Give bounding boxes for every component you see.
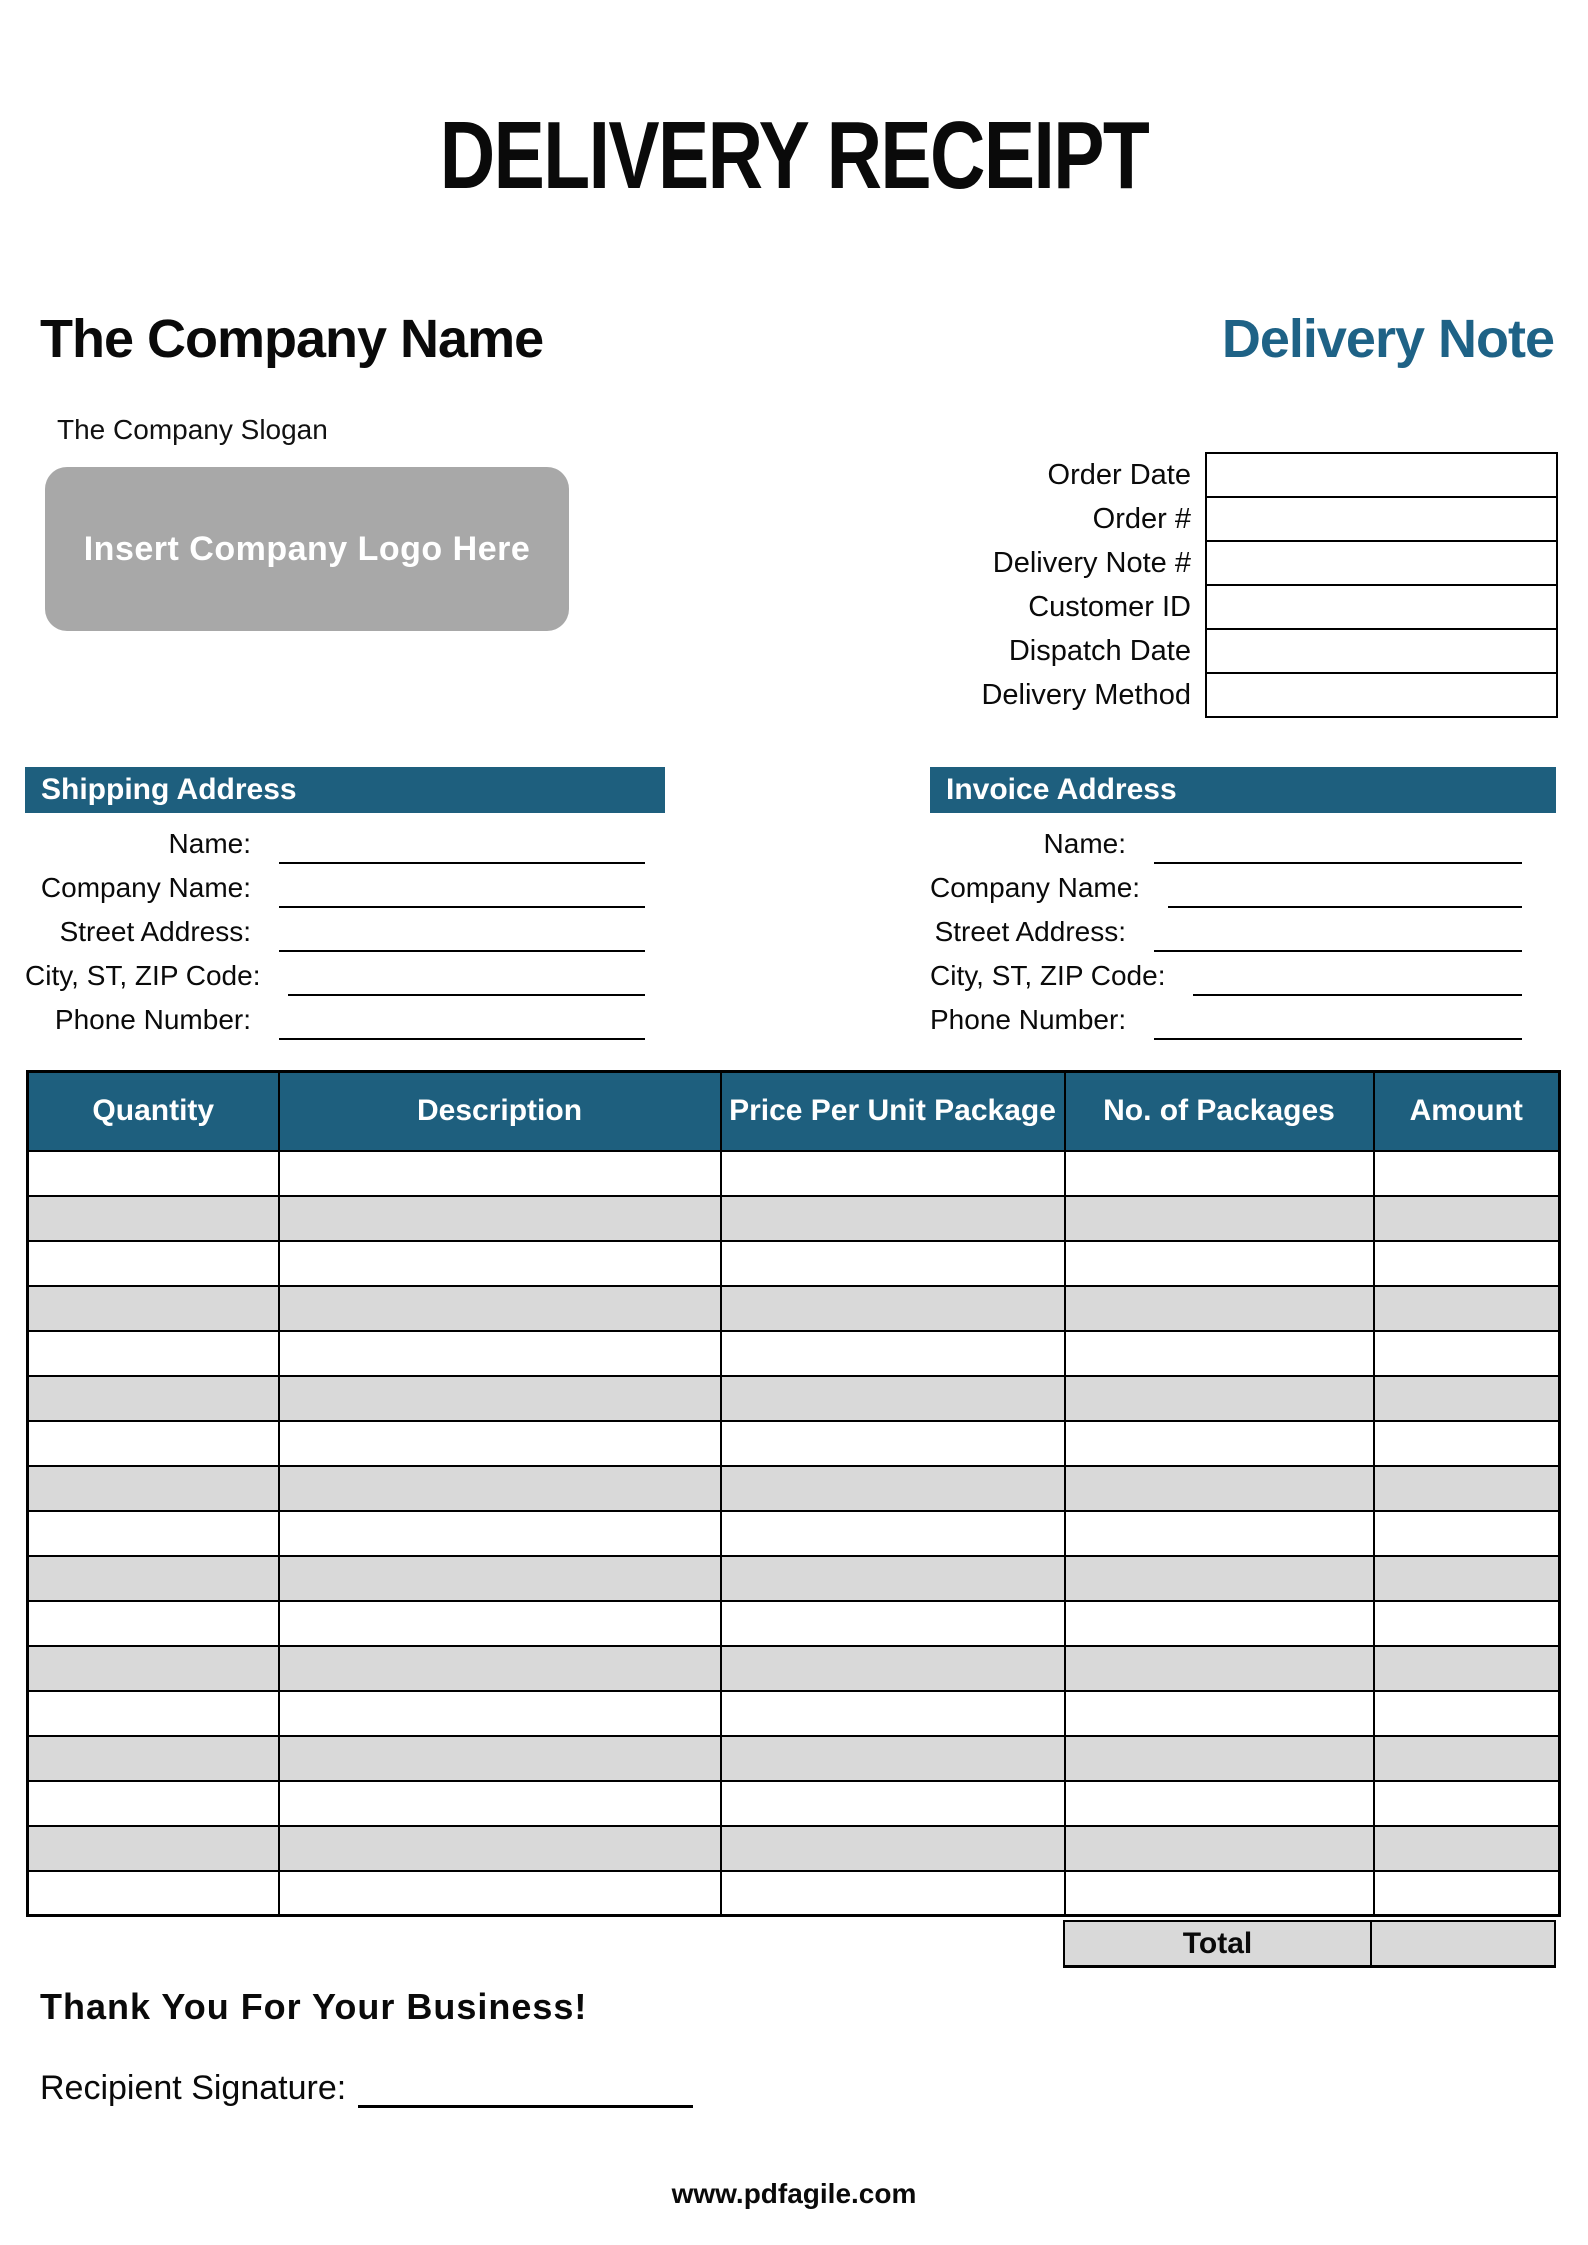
order-field-label: Customer ID (1028, 591, 1191, 623)
item-cell[interactable] (721, 1241, 1065, 1286)
item-cell[interactable] (1065, 1511, 1374, 1556)
items-body (28, 1151, 1560, 1916)
recipient-signature-row (40, 2068, 693, 2108)
item-cell[interactable] (28, 1646, 279, 1691)
item-cell[interactable] (1065, 1556, 1374, 1601)
item-cell[interactable] (28, 1826, 279, 1871)
item-cell[interactable] (279, 1826, 721, 1871)
thank-you-message: Thank You For Your Business! (40, 1986, 588, 2027)
shipping-address-field-label: Street Address: (59, 916, 251, 947)
order-field-row (850, 496, 1558, 542)
item-cell[interactable] (721, 1556, 1065, 1601)
invoice-address-field-row (930, 820, 1556, 864)
column-header: No. of Packages (1065, 1072, 1374, 1151)
item-cell[interactable] (1374, 1646, 1560, 1691)
item-cell[interactable] (721, 1646, 1065, 1691)
invoice-address-field-label: Phone Number: (930, 1004, 1127, 1035)
order-info (850, 452, 1558, 718)
total-amount-cell[interactable] (1370, 1920, 1556, 1968)
item-cell[interactable] (1374, 1826, 1560, 1871)
company-name: The Company Name (40, 309, 544, 369)
shipping-address-rows (25, 820, 665, 1040)
item-cell[interactable] (721, 1331, 1065, 1376)
invoice-address-field-row (930, 996, 1556, 1040)
item-cell[interactable] (1065, 1376, 1374, 1421)
invoice-address-field-input[interactable] (1168, 872, 1522, 908)
item-cell[interactable] (279, 1151, 721, 1196)
item-cell[interactable] (279, 1556, 721, 1601)
invoice-address-field-row (930, 864, 1556, 908)
item-cell[interactable] (1065, 1781, 1374, 1826)
item-cell[interactable] (279, 1196, 721, 1241)
company-logo-placeholder[interactable] (45, 467, 569, 631)
order-field-input[interactable] (1205, 540, 1558, 586)
column-header: Quantity (28, 1072, 279, 1151)
table-row (28, 1781, 1560, 1826)
item-cell[interactable] (28, 1511, 279, 1556)
table-row (28, 1511, 1560, 1556)
column-header: Description (279, 1072, 721, 1151)
table-row (28, 1241, 1560, 1286)
recipient-signature-line[interactable] (358, 2070, 693, 2108)
shipping-address-field-input[interactable] (279, 828, 645, 864)
recipient-signature-label: Recipient Signature: (40, 2069, 347, 2107)
item-cell[interactable] (28, 1601, 279, 1646)
order-field-row (850, 628, 1558, 674)
item-cell[interactable] (1065, 1196, 1374, 1241)
invoice-address-header: Invoice Address (930, 767, 1556, 813)
order-field-label: Delivery Note # (992, 547, 1191, 579)
order-field-row (850, 452, 1558, 498)
table-row (28, 1736, 1560, 1781)
item-cell[interactable] (28, 1466, 279, 1511)
item-cell[interactable] (279, 1601, 721, 1646)
invoice-address-section (930, 767, 1556, 1040)
item-cell[interactable] (721, 1466, 1065, 1511)
total-row (1063, 1920, 1556, 1968)
item-cell[interactable] (1065, 1601, 1374, 1646)
item-cell[interactable] (1065, 1646, 1374, 1691)
invoice-address-field-label: Street Address: (934, 916, 1126, 947)
item-cell[interactable] (28, 1241, 279, 1286)
shipping-address-header: Shipping Address (25, 767, 665, 813)
table-row (28, 1601, 1560, 1646)
invoice-address-field-row (930, 908, 1556, 952)
order-field-row (850, 672, 1558, 718)
order-field-row (850, 540, 1558, 586)
items-header-row (28, 1072, 1560, 1151)
item-cell[interactable] (1065, 1466, 1374, 1511)
item-cell[interactable] (279, 1781, 721, 1826)
table-row (28, 1196, 1560, 1241)
shipping-address-field-label: Company Name: (40, 872, 251, 903)
column-header: Price Per Unit Package (721, 1072, 1065, 1151)
item-cell[interactable] (28, 1421, 279, 1466)
order-field-label: Order # (1092, 503, 1191, 535)
item-cell[interactable] (279, 1871, 721, 1916)
item-cell[interactable] (1374, 1376, 1560, 1421)
item-cell[interactable] (1065, 1286, 1374, 1331)
table-row (28, 1376, 1560, 1421)
item-cell[interactable] (1065, 1151, 1374, 1196)
item-cell[interactable] (721, 1871, 1065, 1916)
invoice-address-field-input[interactable] (1193, 960, 1522, 996)
table-row (28, 1691, 1560, 1736)
item-cell[interactable] (279, 1241, 721, 1286)
item-cell[interactable] (721, 1826, 1065, 1871)
item-cell[interactable] (1374, 1511, 1560, 1556)
invoice-address-field-label: City, ST, ZIP Code: (930, 960, 1166, 991)
order-field-row (850, 584, 1558, 630)
item-cell[interactable] (1374, 1601, 1560, 1646)
item-cell[interactable] (279, 1376, 721, 1421)
invoice-address-field-label: Company Name: (930, 872, 1141, 903)
order-field-input[interactable] (1205, 672, 1558, 718)
table-row (28, 1646, 1560, 1691)
item-cell[interactable] (28, 1736, 279, 1781)
item-cell[interactable] (1065, 1241, 1374, 1286)
item-cell[interactable] (279, 1421, 721, 1466)
item-cell[interactable] (28, 1781, 279, 1826)
item-cell[interactable] (279, 1331, 721, 1376)
item-cell[interactable] (721, 1151, 1065, 1196)
shipping-address-field-row (25, 952, 665, 996)
item-cell[interactable] (1374, 1286, 1560, 1331)
item-cell[interactable] (721, 1421, 1065, 1466)
item-cell[interactable] (28, 1691, 279, 1736)
shipping-address-field-input[interactable] (279, 1004, 645, 1040)
item-cell[interactable] (1374, 1421, 1560, 1466)
item-cell[interactable] (1374, 1556, 1560, 1601)
item-cell[interactable] (279, 1736, 721, 1781)
item-cell[interactable] (1065, 1421, 1374, 1466)
item-cell[interactable] (28, 1376, 279, 1421)
item-cell[interactable] (721, 1196, 1065, 1241)
item-cell[interactable] (279, 1646, 721, 1691)
items-table (26, 1070, 1561, 1917)
shipping-address-field-input[interactable] (279, 872, 645, 908)
item-cell[interactable] (1374, 1736, 1560, 1781)
item-cell[interactable] (721, 1691, 1065, 1736)
order-field-input[interactable] (1205, 628, 1558, 674)
table-row (28, 1421, 1560, 1466)
order-field-label: Dispatch Date (1008, 635, 1191, 667)
website-link[interactable]: www.pdfagile.com (671, 2178, 917, 2209)
item-cell[interactable] (1065, 1826, 1374, 1871)
item-cell[interactable] (28, 1286, 279, 1331)
shipping-address-field-row (25, 820, 665, 864)
item-cell[interactable] (721, 1781, 1065, 1826)
item-cell[interactable] (279, 1511, 721, 1556)
order-field-input[interactable] (1205, 452, 1558, 498)
table-row (28, 1556, 1560, 1601)
logo-placeholder-label: Insert Company Logo Here (83, 529, 531, 568)
item-cell[interactable] (1374, 1151, 1560, 1196)
item-cell[interactable] (1065, 1871, 1374, 1916)
invoice-address-field-label: Name: (1043, 828, 1126, 859)
item-cell[interactable] (1374, 1871, 1560, 1916)
shipping-address-field-row (25, 908, 665, 952)
item-cell[interactable] (1065, 1691, 1374, 1736)
item-cell[interactable] (1065, 1331, 1374, 1376)
shipping-address-field-label: Name: (168, 828, 251, 859)
table-row (28, 1871, 1560, 1916)
item-cell[interactable] (1374, 1196, 1560, 1241)
item-cell[interactable] (279, 1691, 721, 1736)
item-cell[interactable] (28, 1151, 279, 1196)
table-row (28, 1466, 1560, 1511)
item-cell[interactable] (721, 1511, 1065, 1556)
item-cell[interactable] (1374, 1241, 1560, 1286)
item-cell[interactable] (1374, 1466, 1560, 1511)
shipping-address-field-label: Phone Number: (54, 1004, 251, 1035)
item-cell[interactable] (1374, 1691, 1560, 1736)
item-cell[interactable] (1374, 1781, 1560, 1826)
item-cell[interactable] (721, 1376, 1065, 1421)
order-field-label: Order Date (1047, 459, 1191, 491)
item-cell[interactable] (279, 1466, 721, 1511)
invoice-address-field-input[interactable] (1154, 828, 1522, 864)
delivery-note-heading: Delivery Note (1221, 309, 1554, 369)
invoice-address-field-input[interactable] (1154, 916, 1522, 952)
item-cell[interactable] (1374, 1331, 1560, 1376)
column-header: Amount (1374, 1072, 1560, 1151)
invoice-address-rows (930, 820, 1556, 1040)
invoice-address-field-row (930, 952, 1556, 996)
shipping-address-field-input[interactable] (279, 916, 645, 952)
shipping-address-field-row (25, 864, 665, 908)
table-row (28, 1151, 1560, 1196)
table-row (28, 1826, 1560, 1871)
company-slogan: The Company Slogan (57, 414, 328, 445)
order-field-label: Delivery Method (981, 679, 1191, 711)
table-row (28, 1331, 1560, 1376)
shipping-address-section (25, 767, 665, 1040)
item-cell[interactable] (279, 1286, 721, 1331)
item-cell[interactable] (28, 1331, 279, 1376)
item-cell[interactable] (28, 1871, 279, 1916)
invoice-address-field-input[interactable] (1154, 1004, 1522, 1040)
shipping-address-field-label: City, ST, ZIP Code: (25, 960, 261, 991)
page-title: DELIVERY RECEIPT (439, 102, 1149, 209)
table-row (28, 1286, 1560, 1331)
shipping-address-field-row (25, 996, 665, 1040)
item-cell[interactable] (721, 1601, 1065, 1646)
order-field-input[interactable] (1205, 496, 1558, 542)
item-cell[interactable] (28, 1196, 279, 1241)
item-cell[interactable] (721, 1286, 1065, 1331)
item-cell[interactable] (28, 1556, 279, 1601)
item-cell[interactable] (1065, 1736, 1374, 1781)
item-cell[interactable] (721, 1736, 1065, 1781)
shipping-address-field-input[interactable] (288, 960, 645, 996)
order-field-input[interactable] (1205, 584, 1558, 630)
total-label: Total (1063, 1920, 1372, 1968)
